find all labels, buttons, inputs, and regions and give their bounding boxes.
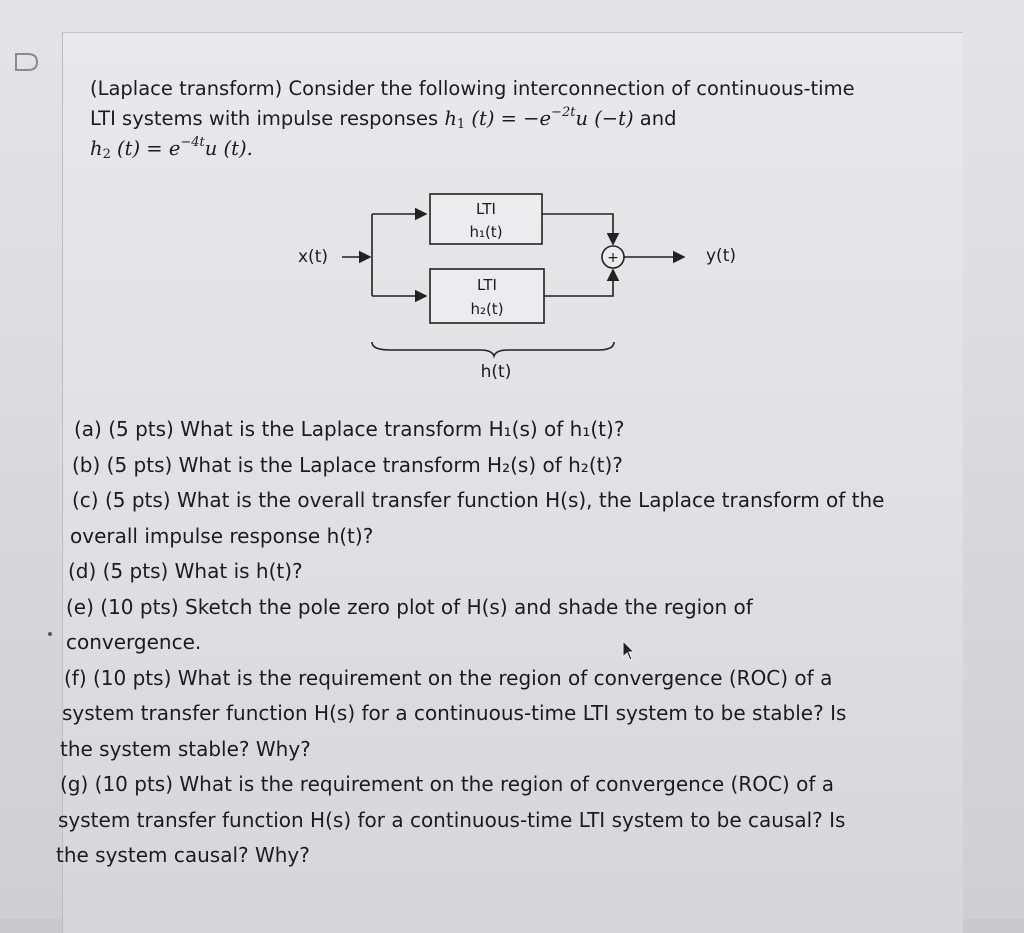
question-a: (a) (5 pts) What is the Laplace transform H₁(s) of h₁(t)? bbox=[74, 417, 625, 441]
question-g-continued-2: the system causal? Why? bbox=[56, 843, 310, 867]
block-h2-line2: h₂(t) bbox=[470, 300, 504, 318]
question-c: (c) (5 pts) What is the overall transfer function H(s), the Laplace transform of the bbox=[72, 488, 885, 512]
h2-equation bbox=[90, 137, 253, 160]
intro-line-3 bbox=[90, 134, 910, 164]
intro-line-2-text: LTI systems with impulse responses bbox=[90, 107, 439, 130]
output-bottom-path bbox=[544, 270, 613, 296]
output-top-path bbox=[542, 214, 613, 244]
intro-line-1: (Laplace transform) Consider the following interconnection of continuous-time bbox=[90, 77, 855, 100]
question-f: (f) (10 pts) What is the requirement on the region of convergence (ROC) of a bbox=[64, 665, 833, 690]
input-label: x(t) bbox=[298, 247, 328, 267]
checkbox-icon[interactable] bbox=[14, 52, 40, 72]
question-list bbox=[56, 412, 976, 874]
bullet-dot bbox=[48, 632, 52, 636]
block-h2-line1: LTI bbox=[477, 276, 497, 294]
question-e: (e) (10 pts) Sketch the pole zero plot of H(s) and shade the region of bbox=[66, 594, 753, 619]
block-diagram bbox=[280, 180, 760, 390]
h1-subscript: 1 bbox=[456, 117, 466, 132]
question-f-continued-1: system transfer function H(s) for a continuous-time LTI system to be stable? Is bbox=[62, 701, 847, 725]
h1-name: h bbox=[444, 107, 457, 130]
question-d: (d) (5 pts) What is h(t)? bbox=[68, 559, 303, 583]
question-e-continued: convergence. bbox=[66, 630, 202, 654]
and-word: and bbox=[639, 107, 677, 130]
question-b: (b) (5 pts) What is the Laplace transform H₂(s) of h₂(t)? bbox=[72, 452, 623, 477]
question-g: (g) (10 pts) What is the requirement on the region of convergence (ROC) of a bbox=[60, 772, 834, 796]
intro-line-2 bbox=[90, 104, 910, 134]
block-h1-line1: LTI bbox=[476, 200, 496, 218]
h1-argument: (t) = −e bbox=[471, 107, 552, 130]
h2-subscript: 2 bbox=[102, 147, 111, 162]
h1-equation bbox=[444, 107, 633, 130]
brace-label: h(t) bbox=[480, 362, 512, 382]
question-f-continued-2: the system stable? Why? bbox=[60, 736, 311, 761]
h1-exponent: −2t bbox=[551, 105, 576, 120]
question-c-continued: overall impulse response h(t)? bbox=[70, 523, 374, 548]
problem-statement bbox=[90, 74, 910, 164]
h2-argument: (t) = e bbox=[117, 137, 181, 160]
block-h1-line2: h₁(t) bbox=[469, 223, 503, 241]
h2-tail: u (t). bbox=[204, 137, 253, 160]
h1-tail: u (−t) bbox=[575, 107, 634, 130]
question-g-continued-1: system transfer function H(s) for a continuous-time LTI system to be causal? Is bbox=[58, 807, 846, 832]
h2-name: h bbox=[90, 137, 103, 160]
mouse-cursor-icon bbox=[622, 640, 636, 662]
h2-exponent: −4t bbox=[180, 135, 205, 150]
summing-plus: + bbox=[607, 250, 619, 266]
output-label: y(t) bbox=[706, 246, 736, 266]
overall-brace bbox=[372, 342, 614, 356]
